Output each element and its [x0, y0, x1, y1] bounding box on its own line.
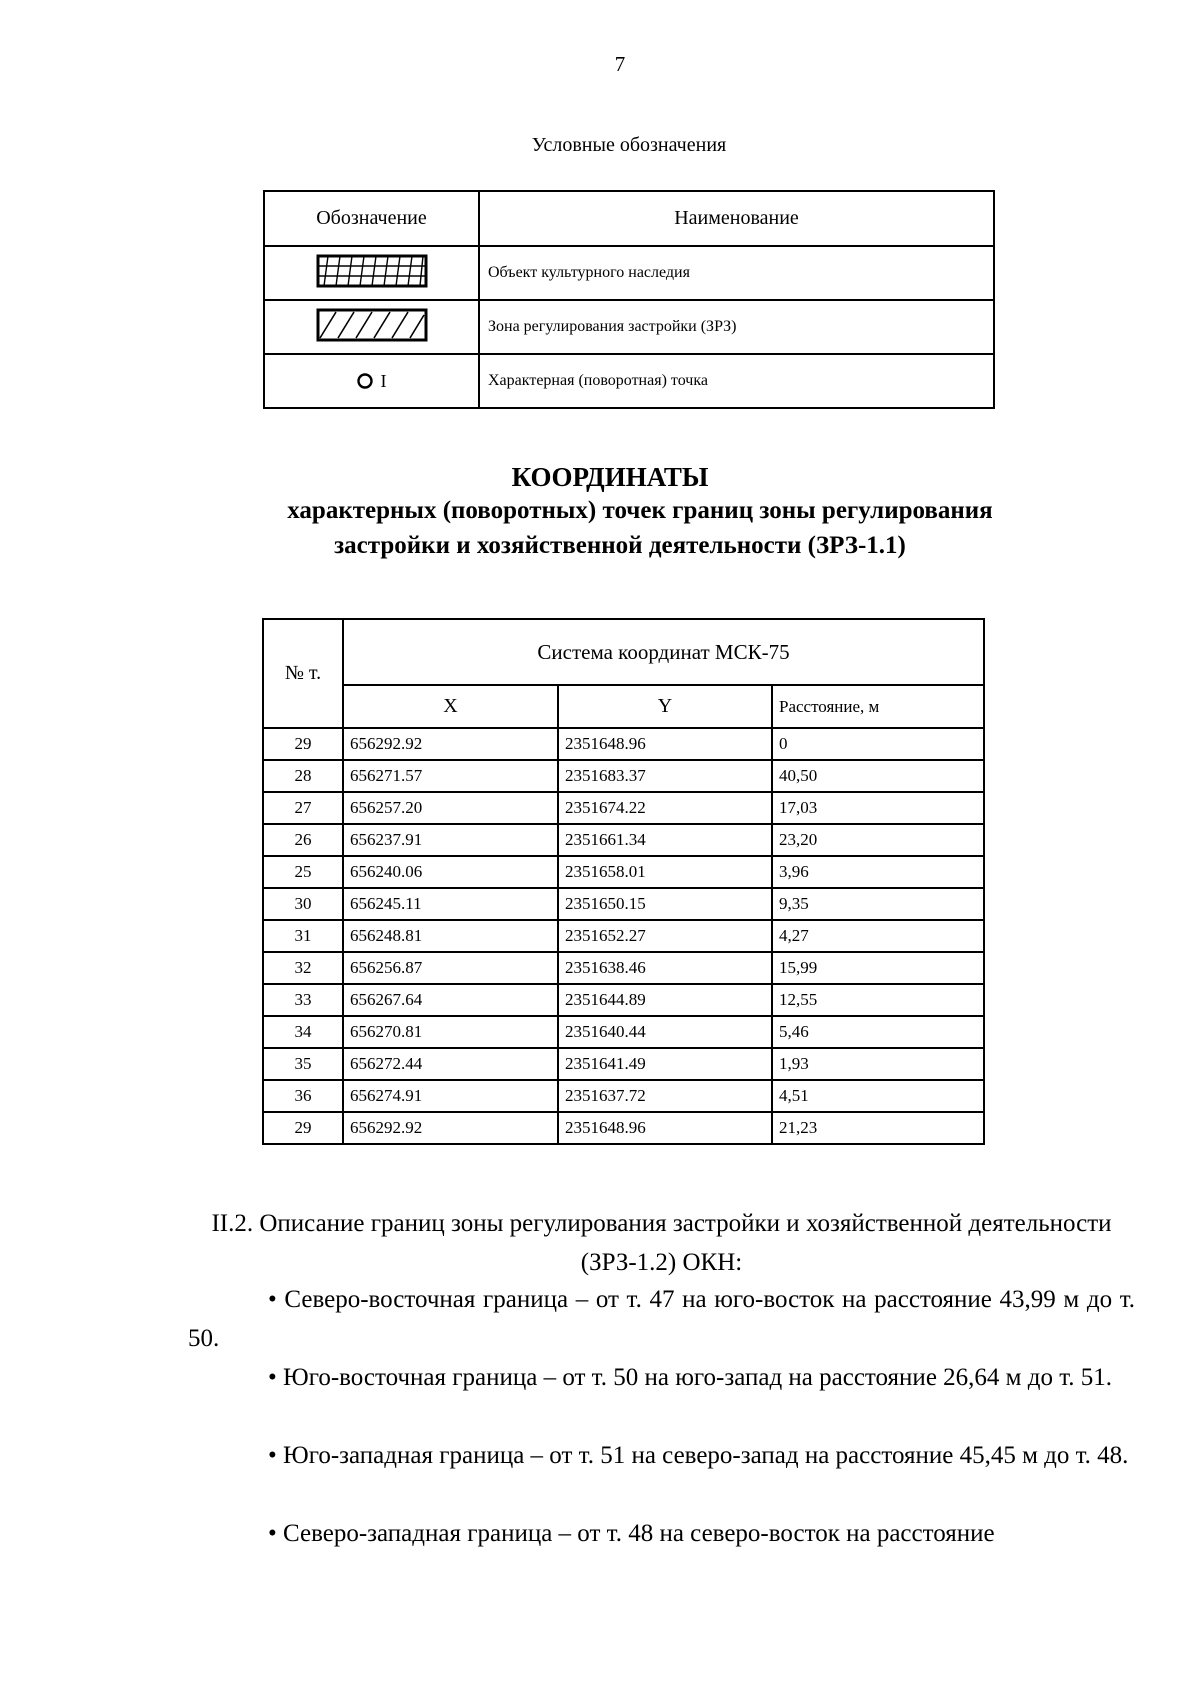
- cell-y: 2351641.49: [558, 1048, 772, 1080]
- cell-y: 2351637.72: [558, 1080, 772, 1112]
- cell-y: 2351648.96: [558, 728, 772, 760]
- table-row: [263, 728, 984, 760]
- table-row: [263, 792, 984, 824]
- boundary-paragraph: • Юго-западная граница – от т. 51 на северо-запад на расстояние 45,45 м до т. 48.: [268, 1442, 1129, 1469]
- cell-point-no: 27: [263, 792, 343, 824]
- cell-distance: 40,50: [772, 760, 984, 792]
- cell-y: 2351674.22: [558, 792, 772, 824]
- coords-table: [262, 618, 985, 1145]
- coords-title: КООРДИНАТЫ: [511, 462, 709, 492]
- cell-point-no: 34: [263, 1016, 343, 1048]
- legend-name-cell: Зона регулирования застройки (ЗРЗ): [479, 300, 994, 354]
- cell-y: 2351650.15: [558, 888, 772, 920]
- cell-x: 656257.20: [343, 792, 558, 824]
- legend-symbol-cell: [264, 300, 479, 354]
- cell-y: 2351652.27: [558, 920, 772, 952]
- legend-name-cell: Характерная (поворотная) точка: [479, 354, 994, 408]
- table-row: [263, 760, 984, 792]
- cell-distance: 3,96: [772, 856, 984, 888]
- coords-subtitle-line2: застройки и хозяйственной деятельности (ЗРЗ-1.1): [334, 532, 906, 559]
- legend-header-row: [264, 191, 994, 246]
- cell-distance: 21,23: [772, 1112, 984, 1144]
- cell-x: 656245.11: [343, 888, 558, 920]
- col-y: Y: [558, 685, 772, 728]
- col-x: X: [343, 685, 558, 728]
- table-row: [263, 1080, 984, 1112]
- diagonal-hatch-rect-icon: [316, 308, 428, 342]
- crosshatch-rect-icon: [316, 254, 428, 288]
- cell-x: 656267.64: [343, 984, 558, 1016]
- cell-distance: 0: [772, 728, 984, 760]
- cell-distance: 12,55: [772, 984, 984, 1016]
- cell-x: 656274.91: [343, 1080, 558, 1112]
- cell-point-no: 26: [263, 824, 343, 856]
- cell-distance: 9,35: [772, 888, 984, 920]
- cell-point-no: 31: [263, 920, 343, 952]
- cell-point-no: 32: [263, 952, 343, 984]
- table-row: [263, 1112, 984, 1144]
- legend-name-cell: Объект культурного наследия: [479, 246, 994, 300]
- section-title: II.2. Описание границ зоны регулирования застройки и хозяйственной деятельности (ЗРЗ-1.2) ОКН:: [211, 1210, 1112, 1276]
- cell-point-no: 29: [263, 728, 343, 760]
- legend-col-name: Наименование: [479, 191, 994, 246]
- coords-header-row: [263, 619, 984, 685]
- cell-y: 2351640.44: [558, 1016, 772, 1048]
- cell-distance: 4,27: [772, 920, 984, 952]
- cell-y: 2351644.89: [558, 984, 772, 1016]
- cell-x: 656271.57: [343, 760, 558, 792]
- table-row: [263, 1048, 984, 1080]
- cell-y: 2351658.01: [558, 856, 772, 888]
- table-row: [263, 824, 984, 856]
- legend-title: Условные обозначения: [531, 134, 727, 156]
- cell-point-no: 30: [263, 888, 343, 920]
- circle-point-icon: [357, 372, 373, 390]
- legend-col-symbol: Обозначение: [264, 191, 479, 246]
- table-row: [263, 888, 984, 920]
- table-row: [263, 984, 984, 1016]
- legend-row: [264, 246, 994, 300]
- cell-point-no: 33: [263, 984, 343, 1016]
- legend-row: [264, 300, 994, 354]
- page-number: 7: [614, 52, 626, 76]
- cell-x: 656292.92: [343, 728, 558, 760]
- legend-row: [264, 354, 994, 408]
- col-point-no: № т.: [263, 619, 343, 728]
- cell-y: 2351638.46: [558, 952, 772, 984]
- cell-x: 656292.92: [343, 1112, 558, 1144]
- col-distance: Расстояние, м: [772, 685, 984, 728]
- cell-distance: 15,99: [772, 952, 984, 984]
- cell-x: 656240.06: [343, 856, 558, 888]
- cell-x: 656270.81: [343, 1016, 558, 1048]
- table-row: [263, 1016, 984, 1048]
- table-row: [263, 952, 984, 984]
- col-coordinate-system: Система координат МСК-75: [343, 619, 984, 685]
- cell-y: 2351648.96: [558, 1112, 772, 1144]
- table-row: [263, 920, 984, 952]
- cell-x: 656272.44: [343, 1048, 558, 1080]
- cell-distance: 17,03: [772, 792, 984, 824]
- table-row: [263, 856, 984, 888]
- cell-x: 656237.91: [343, 824, 558, 856]
- cell-x: 656256.87: [343, 952, 558, 984]
- cell-point-no: 36: [263, 1080, 343, 1112]
- boundary-paragraph: • Северо-восточная граница – от т. 47 на юго-восток на расстояние 43,99 м до т. 50.: [188, 1286, 1135, 1352]
- cell-x: 656248.81: [343, 920, 558, 952]
- cell-distance: 23,20: [772, 824, 984, 856]
- cell-y: 2351661.34: [558, 824, 772, 856]
- cell-point-no: 35: [263, 1048, 343, 1080]
- coords-subtitle-line1: характерных (поворотных) точек границ зоны регулирования: [287, 497, 993, 524]
- boundary-paragraph: • Юго-восточная граница – от т. 50 на юго-запад на расстояние 26,64 м до т. 51.: [268, 1364, 1112, 1391]
- cell-point-no: 29: [263, 1112, 343, 1144]
- legend-symbol-cell: [264, 246, 479, 300]
- legend-symbol-cell: [264, 354, 479, 408]
- point-label: I: [380, 370, 387, 391]
- cell-y: 2351683.37: [558, 760, 772, 792]
- legend-table: [263, 190, 995, 409]
- coords-subheader-row: [263, 685, 984, 728]
- cell-point-no: 25: [263, 856, 343, 888]
- boundary-paragraph: • Северо-западная граница – от т. 48 на северо-восток на расстояние: [268, 1520, 995, 1547]
- cell-point-no: 28: [263, 760, 343, 792]
- cell-distance: 4,51: [772, 1080, 984, 1112]
- cell-distance: 1,93: [772, 1048, 984, 1080]
- cell-distance: 5,46: [772, 1016, 984, 1048]
